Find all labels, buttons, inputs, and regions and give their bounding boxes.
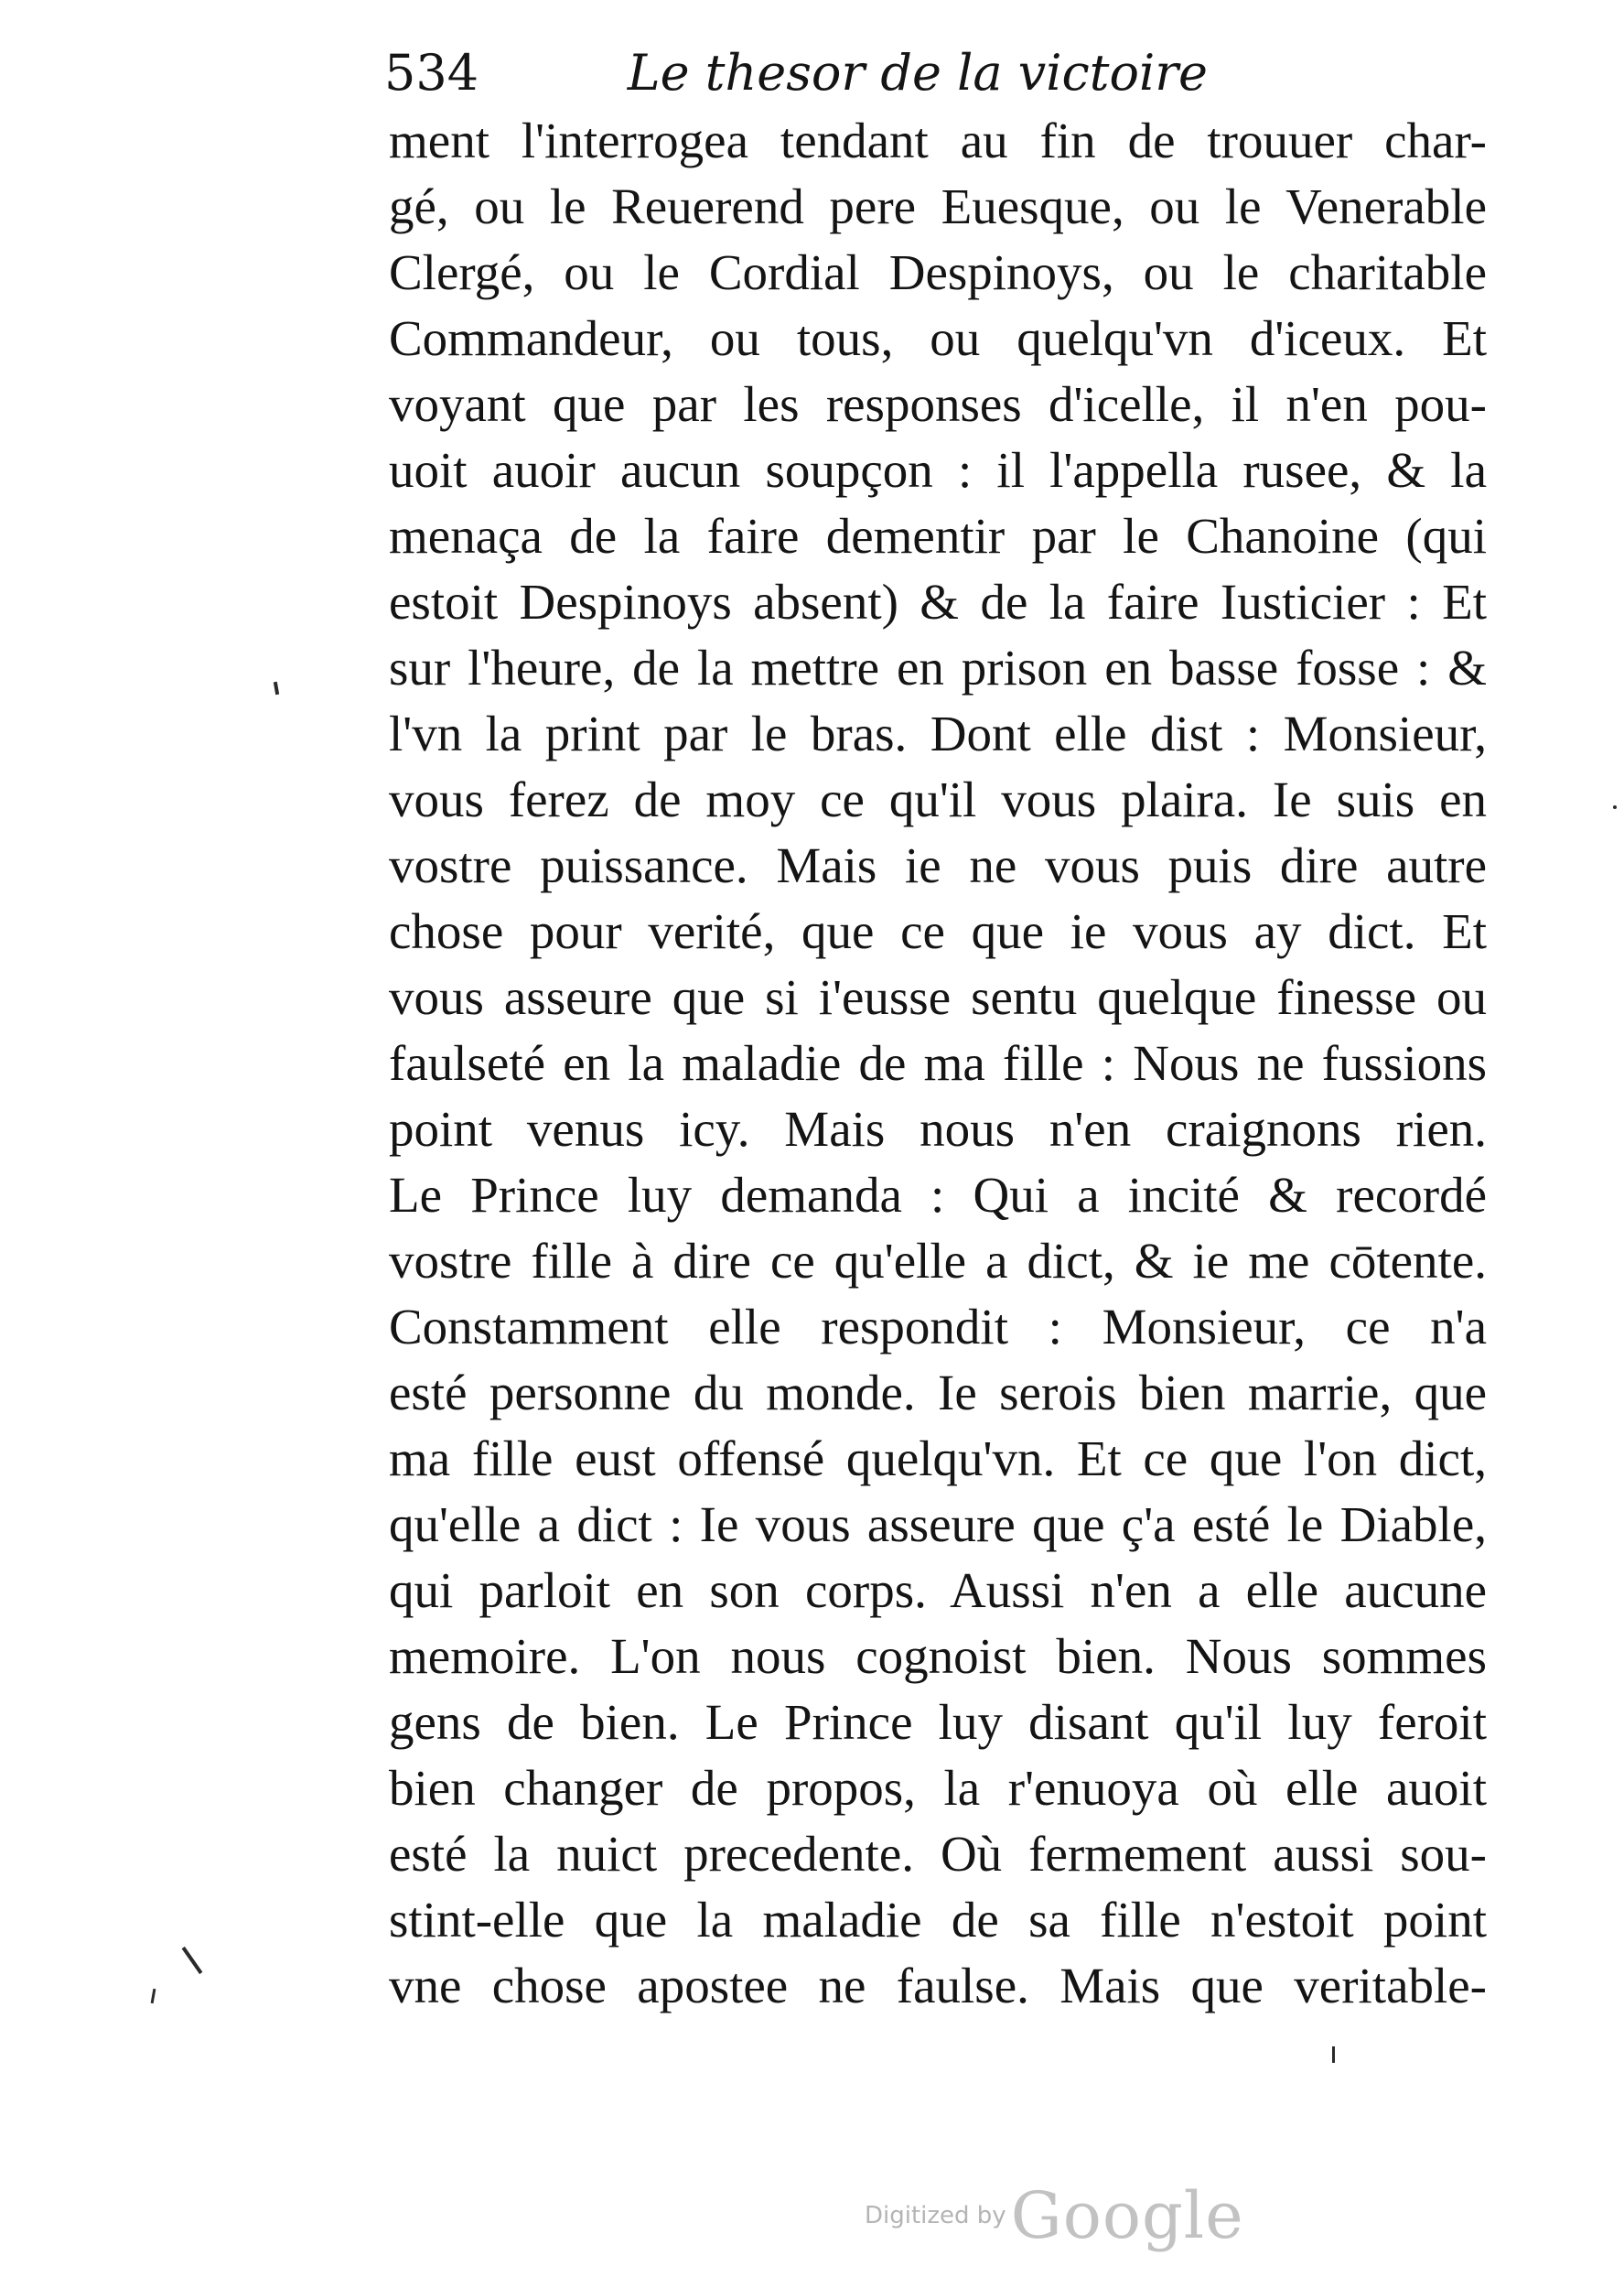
text-line: stint-elle que la maladie de sa fille n'estoit point <box>389 1892 1487 1948</box>
text-line: uoit auoir aucun soupçon : il l'appella rusee, & la <box>389 442 1487 498</box>
page-number: 534 <box>384 44 479 102</box>
text-line: faulseté en la maladie de ma fille : Nous ne fussions <box>389 1035 1487 1091</box>
text-line: ma fille eust offensé quelqu'vn. Et ce que l'on dict, <box>389 1430 1487 1486</box>
text-line: chose pour verité, que ce que ie vous ay dict. Et <box>389 903 1487 959</box>
ink-speck <box>1332 2046 1335 2063</box>
text-line: vostre fille à dire ce qu'elle a dict, & ie me cōtente. <box>389 1233 1487 1289</box>
text-line: voyant que par les responses d'icelle, il n'en pou- <box>389 376 1487 432</box>
text-line: estoit Despinoys absent) & de la faire Iusticier : Et <box>389 574 1487 630</box>
ink-speck <box>1613 805 1617 809</box>
text-line: esté personne du monde. Ie serois bien marrie, que <box>389 1365 1487 1420</box>
text-line: sur l'heure, de la mettre en prison en basse fosse : & <box>389 640 1487 696</box>
text-line: memoire. L'on nous cognoist bien. Nous sommes <box>389 1628 1487 1684</box>
text-line: esté la nuict precedente. Où fermement aussi sou- <box>389 1826 1487 1882</box>
text-line: vostre puissance. Mais ie ne vous puis dire autre <box>389 837 1487 893</box>
text-line: Clergé, ou le Cordial Despinoys, ou le charitable <box>389 244 1487 300</box>
ink-speck <box>151 1989 156 2003</box>
body-text <box>389 108 1487 2019</box>
running-title: Le thesor de la victoire <box>627 44 1208 102</box>
digitized-prefix: Digitized by <box>865 2202 1006 2229</box>
text-line: vous ferez de moy ce qu'il vous plaira. Ie suis en <box>389 772 1487 827</box>
text-line: Constamment elle respondit : Monsieur, ce n'a <box>389 1299 1487 1354</box>
text-line: ment l'interrogea tendant au fin de trouuer char- <box>389 113 1487 168</box>
text-line: menaça de la faire dementir par le Chanoine (qui <box>389 508 1487 564</box>
text-line: l'vn la print par le bras. Dont elle dist : Monsieur, <box>389 706 1487 761</box>
text-line: gens de bien. Le Prince luy disant qu'il luy feroit <box>389 1694 1487 1750</box>
ink-speck <box>274 682 279 695</box>
text-line: vous asseure que si i'eusse sentu quelque finesse ou <box>389 969 1487 1025</box>
digitized-watermark <box>865 2178 1244 2253</box>
text-line: qui parloit en son corps. Aussi n'en a elle aucune <box>389 1562 1487 1618</box>
text-line: Commandeur, ou tous, ou quelqu'vn d'iceux. Et <box>389 310 1487 366</box>
text-line: qu'elle a dict : Ie vous asseure que ç'a esté le Diable, <box>389 1496 1487 1552</box>
text-line: Le Prince luy demanda : Qui a incité & recordé <box>389 1167 1487 1223</box>
text-line: point venus icy. Mais nous n'en craignons rien. <box>389 1101 1487 1157</box>
text-line: vne chose apostee ne faulse. Mais que veritable- <box>389 1958 1487 2013</box>
page-header <box>384 37 1208 110</box>
text-line: gé, ou le Reuerend pere Euesque, ou le Venerable <box>389 178 1487 234</box>
ink-speck <box>182 1947 203 1974</box>
google-logo: Google <box>1010 2178 1244 2253</box>
text-line: bien changer de propos, la r'enuoya où elle auoit <box>389 1760 1487 1816</box>
